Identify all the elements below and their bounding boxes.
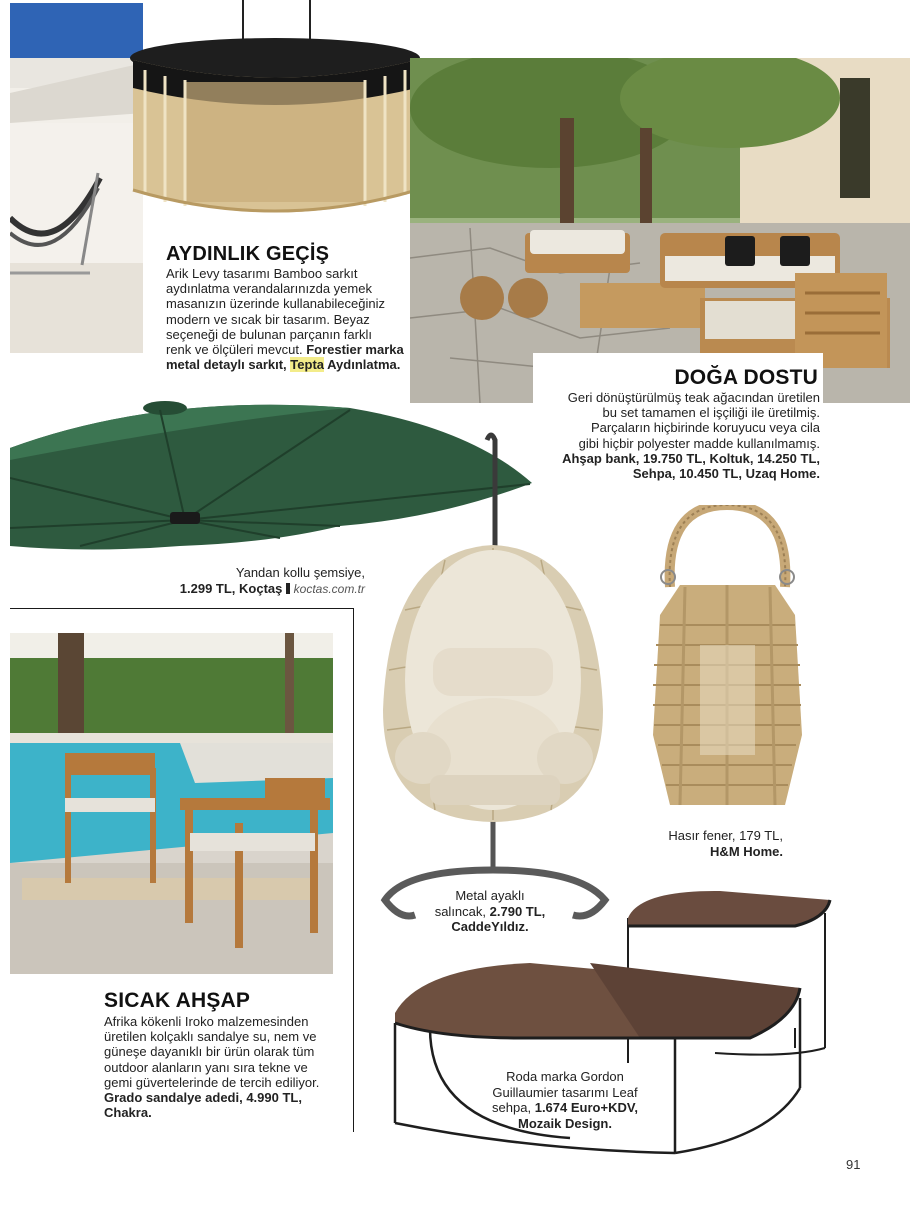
- umbrella-line-2: 1.299 TL, Koçtaş koctas.com.tr: [179, 580, 365, 596]
- chairs-price-2: Chakra.: [104, 1105, 152, 1121]
- chairs-title: SICAK AHŞAP: [104, 989, 251, 1012]
- frame-right-rule: [353, 608, 354, 1132]
- lamp-line-3: masanızın üzerinde kullanabileceğiniz: [166, 296, 385, 312]
- table-caption: [480, 1069, 650, 1131]
- lamp-line-5: seçeneği de bulunan parçanın farklı: [166, 326, 372, 342]
- koctas-site: koctas.com.tr: [293, 581, 365, 596]
- chairs-line-2: üretilen kolçaklı sandalye su, nem ve: [104, 1029, 317, 1045]
- teak-title: DOĞA DOSTU: [674, 366, 818, 389]
- separator-icon: [286, 583, 290, 594]
- lamp-line-1: Arik Levy tasarımı Bamboo sarkıt: [166, 266, 358, 281]
- lamp-line-2: aydınlatma verandalarınızda yemek: [166, 281, 372, 297]
- table-line-3: sehpa, 1.674 Euro+KDV,: [492, 1100, 638, 1115]
- terrace-photo-art: [10, 3, 143, 353]
- frame-top-rule: [10, 608, 354, 609]
- chairs-line-1: Afrika kökenli Iroko malzemesinden: [104, 1014, 309, 1029]
- swing-line-3: CaddeYıldız.: [451, 919, 529, 934]
- teak-price-2: Sehpa, 10.450 TL, Uzaq Home.: [632, 466, 820, 482]
- table-line-2: Guillaumier tasarımı Leaf: [492, 1084, 638, 1100]
- rattan-lantern: [640, 505, 815, 815]
- bamboo-pendant-lamp: [125, 0, 425, 225]
- lamp-title: AYDINLIK GEÇİŞ: [166, 243, 330, 265]
- lamp-description: [166, 266, 416, 372]
- pool-chairs-art: [10, 633, 333, 974]
- table-line-1: Roda marka Gordon: [506, 1069, 624, 1084]
- lantern-art: [640, 505, 815, 815]
- lantern-caption: [640, 828, 783, 859]
- teak-price-1: Ahşap bank, 19.750 TL, Koltuk, 14.250 TL,: [562, 450, 820, 466]
- pool-chairs-photo: [10, 633, 333, 974]
- teak-line-4: gibi hiçbir polyester madde kullanılmamış.: [578, 435, 820, 451]
- tepta-highlight: Tepta: [290, 357, 325, 373]
- teak-line-1: Geri dönüştürülmüş teak ağacından üretilen: [567, 390, 820, 405]
- teak-line-3: Parçaların hiçbirinde koruyucu veya cila: [590, 420, 820, 436]
- terrace-photo: [10, 3, 143, 353]
- chairs-description: [104, 1014, 349, 1120]
- chairs-line-4: outdoor alanların yanı sıra tekne ve: [104, 1059, 308, 1075]
- chairs-price-1: Grado sandalye adedi, 4.990 TL,: [104, 1090, 302, 1106]
- lamp-line-6: renk ve ölçüleri mevcut. Forestier marka: [166, 342, 404, 358]
- chairs-line-5: gemi güvertelerinde de tercih ediliyor.: [104, 1074, 320, 1090]
- teak-garden-art: [410, 58, 910, 403]
- chairs-line-3: güneşe dayanıklı bir ürün olarak tüm: [104, 1044, 315, 1060]
- lantern-line-1: Hasır fener, 179 TL,: [668, 828, 783, 843]
- swing-art: [375, 430, 615, 925]
- umbrella-line-1: Yandan kollu şemsiye,: [235, 565, 365, 580]
- page-number: 91: [846, 1157, 861, 1172]
- hanging-egg-swing: [375, 430, 615, 925]
- teak-line-2: bu set tamamen el işçiliği ile üretilmiş.: [602, 405, 820, 421]
- lamp-line-4: modern ve sıcak bir tasarım. Beyaz: [166, 311, 370, 327]
- lantern-line-2: H&M Home.: [710, 843, 783, 859]
- swing-line-2: salıncak, 2.790 TL,: [434, 903, 546, 919]
- teak-garden-photo: [410, 58, 910, 403]
- bamboo-lamp-art: [125, 0, 425, 225]
- umbrella-caption: [150, 565, 365, 597]
- lamp-line-7: metal detaylı sarkıt, Tepta Aydınlatma.: [166, 357, 401, 373]
- table-line-4: Mozaik Design.: [518, 1115, 612, 1131]
- swing-line-1: Metal ayaklı: [455, 888, 525, 903]
